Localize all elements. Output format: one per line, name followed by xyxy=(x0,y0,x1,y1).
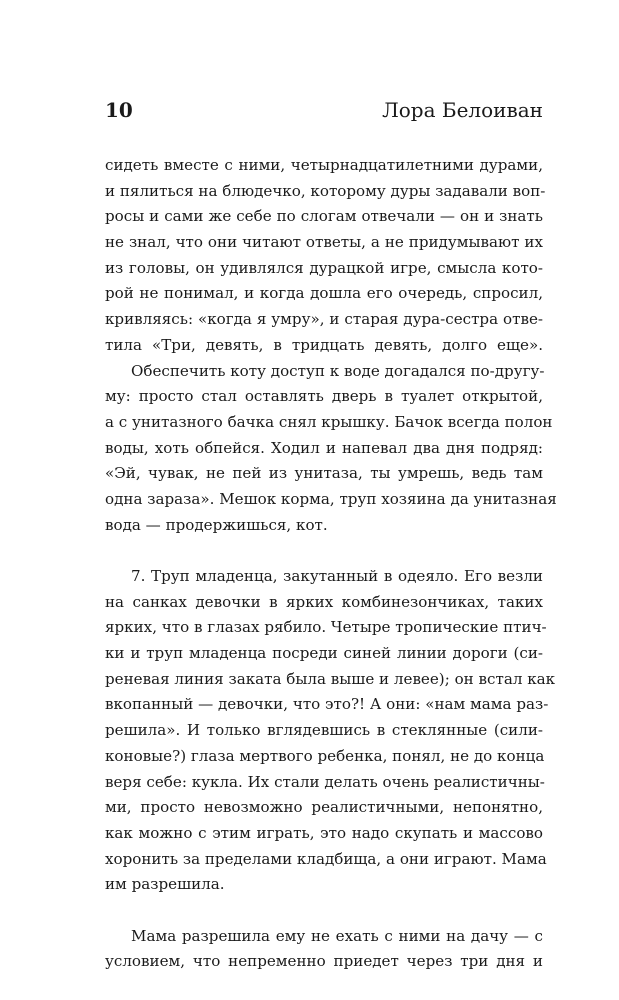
text-line: и пялиться на блюдечко, которому дуры задавали воп- xyxy=(105,181,546,200)
paragraph xyxy=(105,153,546,359)
section-break xyxy=(105,538,543,564)
section-break xyxy=(105,898,543,924)
text-line: а с унитазного бачка снял крышку. Бачок всегда полон xyxy=(105,412,553,431)
paragraph xyxy=(105,564,556,898)
text-line: реневая линия заката была выше и левее); он встал как xyxy=(105,669,556,688)
text-line: «Эй, чувак, не пей из унитаза, ты умрешь, ведь там xyxy=(105,464,543,483)
text-line: 7. Труп младенца, закутанный в одеяло. Его везли xyxy=(131,567,543,585)
text-line: ярких, что в глазах рябило. Четыре тропические птич- xyxy=(105,618,547,637)
text-line: сидеть вместе с ними, четырнадцатилетними дурами, xyxy=(105,156,543,174)
paragraph xyxy=(105,924,543,975)
text-line: условием, что непременно приедет через три дня и xyxy=(105,952,543,971)
text-line: Обеспечить коту доступ к воде догадался по-другу- xyxy=(131,361,545,380)
text-line: коновые?) глаза мертвого ребенка, понял, не до конца xyxy=(105,746,545,765)
text-line: как можно с этим играть, это надо скупать и массово xyxy=(105,823,543,842)
book-page xyxy=(105,95,557,975)
text-line: веря себе: кукла. Их стали делать очень реалистичны- xyxy=(105,772,545,791)
text-line: рой не понимал, и когда дошла его очередь, спросил, xyxy=(105,284,543,303)
text-line: на санках девочки в ярких комбинезончиках, таких xyxy=(105,592,543,611)
text-line: воды, хоть обпейся. Ходил и напевал два дня подряд: xyxy=(105,438,543,457)
text-line: не знал, что они читают ответы, а не придумывают их xyxy=(105,233,543,252)
text-line: им разрешила. xyxy=(105,875,225,894)
text-line: одна зараза». Мешок корма, труп хозяина да унитазная xyxy=(105,489,557,508)
text-line: ки и труп младенца посреди синей линии дороги (си- xyxy=(105,644,543,663)
text-line: из головы, он удивлялся дурацкой игре, смысла кото- xyxy=(105,258,543,277)
text-line: хоронить за пределами кладбища, а они играют. Мама xyxy=(105,849,547,868)
text-line: му: просто стал оставлять дверь в туалет открытой, xyxy=(105,387,543,406)
text-line: тила «Три, девять, в тридцать девять, долго еще». xyxy=(105,335,543,354)
text-line: решила». И только вглядевшись в стеклянные (сили- xyxy=(105,721,543,740)
text-line: росы и сами же себе по слогам отвечали — он и знать xyxy=(105,207,543,226)
page-number: 10 xyxy=(105,98,133,122)
text-line: ми, просто невозможно реалистичными, непонятно, xyxy=(105,798,543,817)
paragraph xyxy=(105,359,557,539)
body-text xyxy=(105,153,557,975)
author-name: Лора Белоиван xyxy=(382,98,543,122)
text-line: вода — продержишься, кот. xyxy=(105,515,328,534)
text-line: Мама разрешила ему не ехать с ними на дачу — с xyxy=(131,926,543,945)
text-line: кривляясь: «когда я умру», и старая дура-сестра отве- xyxy=(105,310,543,329)
running-head xyxy=(105,95,543,125)
text-line: вкопанный — девочки, что это?! А они: «нам мама раз- xyxy=(105,695,549,714)
